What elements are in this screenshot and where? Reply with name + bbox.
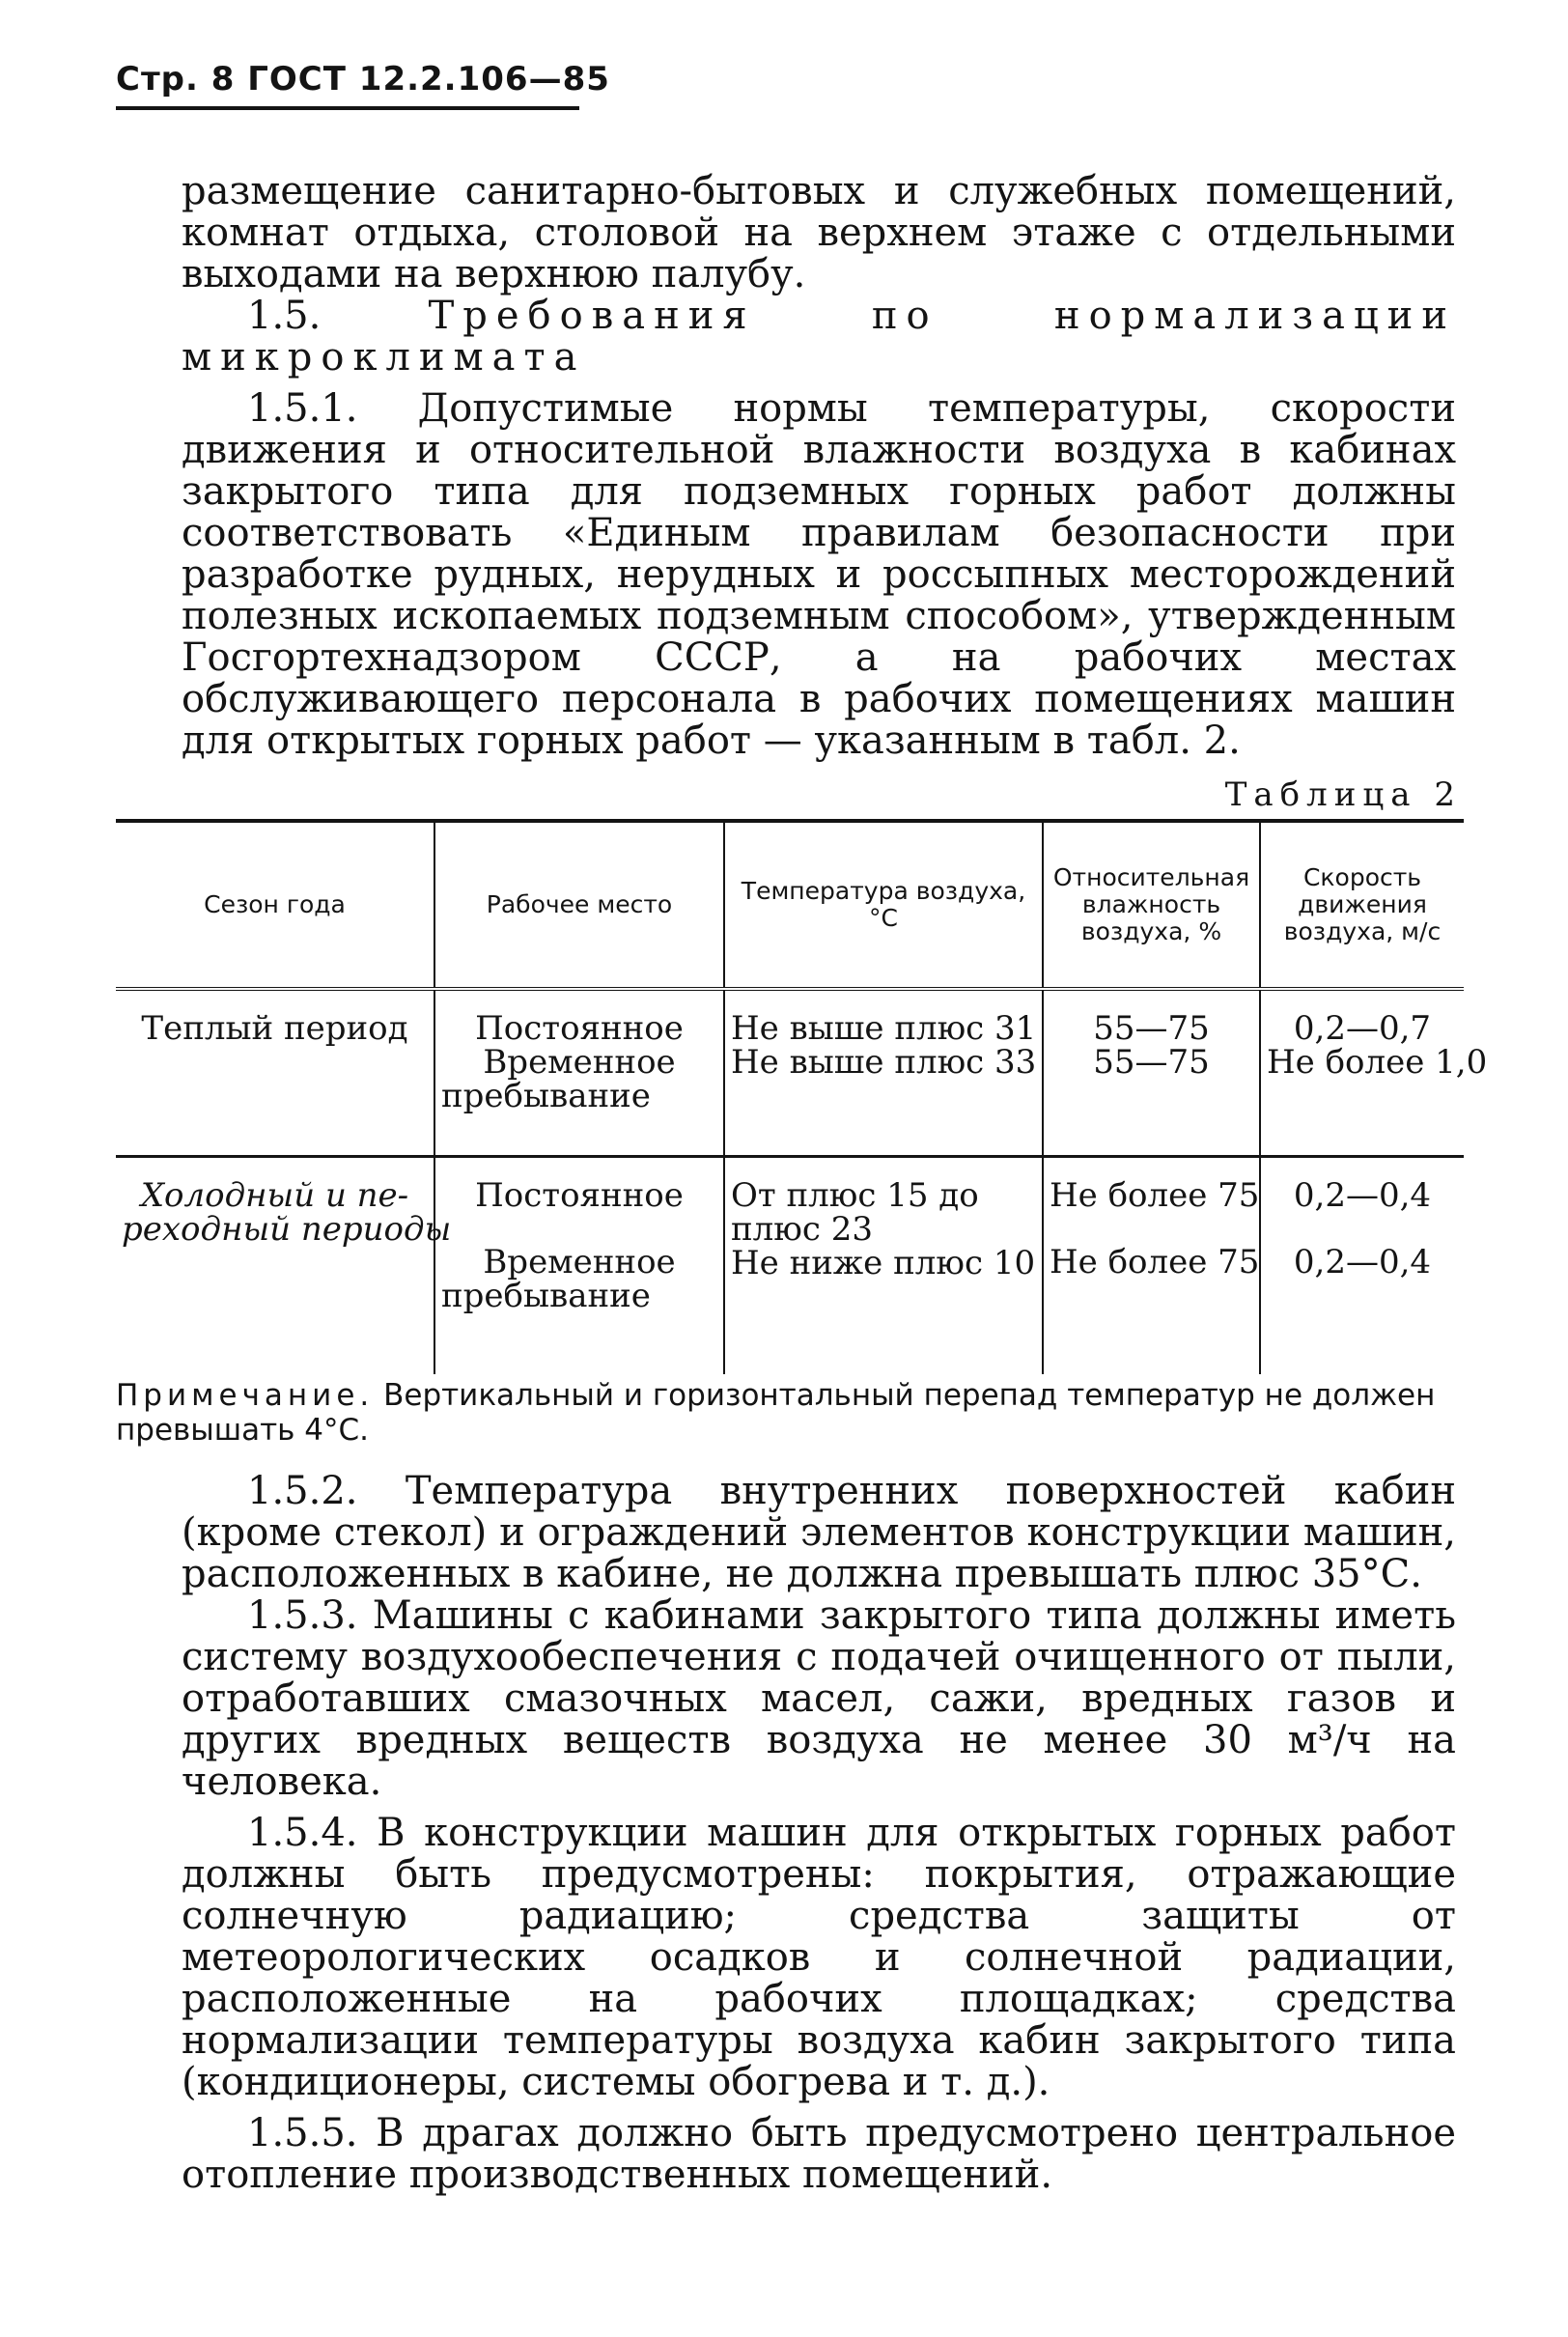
table-row [116,989,1464,1157]
table-note [116,1378,1464,1448]
temperature-line: Не выше плюс 33 [731,1043,1037,1082]
season-text: Холодный и пе- [140,1176,409,1215]
paragraph-1-5-5: 1.5.5. В драгах должно быть предусмотрено центральное отопление производственных помещений. [182,2111,1456,2197]
temperature-line: Не ниже плюс 10 [731,1244,1036,1282]
speed-line: 0,2—0,7 [1293,1009,1432,1048]
humidity-line: Не более 75 [1050,1176,1260,1215]
workplace-line: Временное [483,1043,676,1082]
body-top [182,171,1456,762]
paragraph-continuation: размещение санитарно-бытовых и служебных помещений, комнат отдыха, столовой на верхнем этаже с отдельными выходами на верхнюю палубу. [182,169,1456,296]
cell-temperature [724,989,1043,1157]
workplace-line: Постоянное [475,1176,684,1215]
cell-season [116,1157,452,1375]
humidity-line: 55—75 [1093,1009,1210,1048]
section-heading [182,296,1456,379]
cell-humidity [1043,989,1260,1157]
temperature-line: От плюс 15 до [731,1176,979,1215]
cell-workplace [434,1157,724,1375]
microclimate-table [116,819,1488,1374]
humidity-line: Не более 75 [1050,1243,1260,1281]
cell-workplace [434,989,724,1157]
paragraph-1-5-1: 1.5.1. Допустимые нормы температуры, скорости движения и относительной влажности воздуха в кабинах закрытого типа для подземных горных работ должны соответствовать «Единым правилам безопасности при разработке рудных, нерудных и россыпных месторождений полезных ископаемых подземным способом», утвержденным Госгортехнадзором СССР, а на рабочих местах обслуживающего персонала в рабочих помещениях машин для открытых горных работ — указанным в табл. 2. [182,386,1456,763]
workplace-line: Временное [483,1243,676,1281]
temperature-line: Не выше плюс 31 [731,1009,1037,1048]
speed-line: Не более 1,0 [1267,1043,1488,1082]
paragraph-1-5-3: 1.5.3. Машины с кабинами закрытого типа должны иметь систему воздухообеспечения с подачей очищенного от пыли, отработавших смазочных масел, сажи, вредных газов и других вредных веществ воздуха не менее 30 м³/ч на человека. [182,1593,1456,1804]
cell-air-speed [1260,1157,1464,1375]
cell-temperature [724,1157,1043,1375]
cell-season [116,989,434,1157]
paragraph-1-5-2: 1.5.2. Температура внутренних поверхностей кабин (кроме стекол) и ограждений элементов конструкции машин, расположенных в кабине, не должна превышать плюс 35°С. [182,1469,1456,1596]
cell-humidity [1043,1157,1260,1375]
page-header: Стр. 8 ГОСТ 12.2.106—85 [116,60,610,99]
cell-air-speed [1260,989,1488,1157]
speed-line: 0,2—0,4 [1293,1176,1432,1215]
season-text: Теплый период [141,1009,408,1048]
note-text: Вертикальный и горизонтальный перепад температур не должен превышать 4°С. [116,1378,1436,1448]
header-workplace: Рабочее место [434,821,724,989]
table-row [116,1157,1464,1375]
header-season: Сезон года [116,821,434,989]
speed-line: 0,2—0,4 [1293,1243,1432,1281]
header-humidity: Относительная влажность воздуха, % [1043,821,1260,989]
note-label: Примечание. [116,1378,375,1413]
header-temperature: Температура воздуха, °С [724,821,1043,989]
workplace-line: пребывание [441,1077,651,1115]
section-title: Требования по нормализации микроклимата [182,294,1456,380]
table-header-row [116,821,1464,989]
table-caption: Таблица 2 [1224,775,1462,814]
workplace-line: Постоянное [475,1009,684,1048]
section-number: 1.5. [247,294,322,338]
header-air-speed: Скорость движения воздуха, м/с [1260,821,1464,989]
body-bottom [182,1471,1456,2196]
temperature-line: плюс 23 [731,1210,873,1249]
header-rule [116,106,579,110]
paragraph-1-5-4: 1.5.4. В конструкции машин для открытых горных работ должны быть предусмотрены: покрытия, отражающие солнечную радиацию; средства защиты от метеорологических осадков и солнечной радиации, расположенные на рабочих площадках; средства нормализации температуры воздуха кабин закрытого типа (кондиционеры, системы обогрева и т. д.). [182,1811,1456,2104]
workplace-line: пребывание [441,1277,651,1315]
humidity-line: 55—75 [1093,1043,1210,1082]
season-text: реходный периоды [122,1210,452,1249]
